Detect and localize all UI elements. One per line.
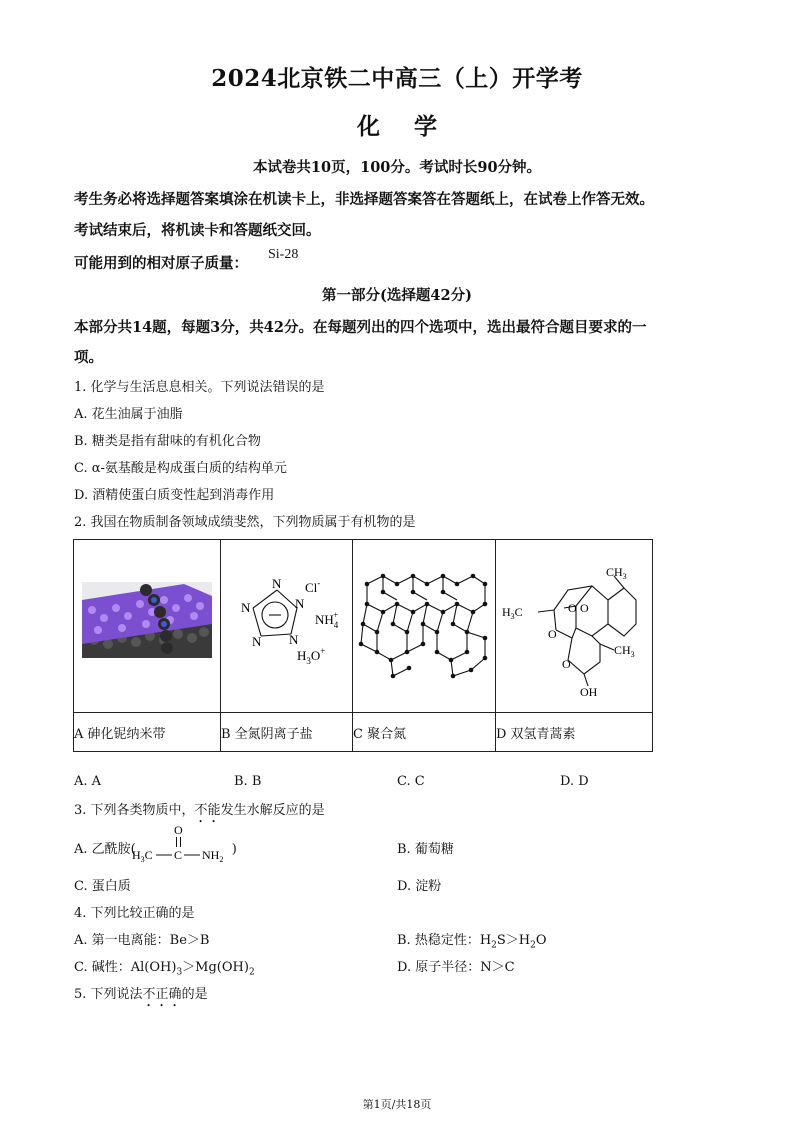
- pentazolate-salt-structure: [221, 540, 352, 708]
- atomic-mass-value: Si-28: [268, 247, 299, 262]
- q2-stem: 2. 我国在物质制备领域成绩斐然，下列物质属于有机物的是: [74, 515, 416, 530]
- q3-stem: 3. 下列各类物质中，不能发生水解反应的是: [74, 803, 325, 818]
- hydronium-label: $H_3O^+$: [297, 646, 326, 666]
- q2-image-b: [221, 540, 353, 713]
- q4-option-c: C. 碱性：$Al(OH)_3>Mg(OH)_2$: [74, 960, 255, 978]
- q2-option-a: A. A: [74, 774, 102, 789]
- part1-title: 第一部分(选择题42分): [322, 287, 472, 304]
- acetamide-carbonyl-c: C: [174, 848, 183, 862]
- q2-option-b: B. B: [234, 774, 262, 789]
- dihydroartemisinin-structure: [496, 540, 652, 708]
- subject-title: 化学: [357, 113, 471, 140]
- q3-emphasis: 不能: [194, 803, 221, 818]
- atomic-mass-label: 可能用到的相对原子质量：: [74, 255, 248, 272]
- nanoribbon-image: [74, 540, 220, 708]
- hydroxyl-label: OH: [580, 685, 598, 699]
- q2-caption-d: D 双氢青蒿素: [496, 713, 653, 752]
- polymeric-nitrogen-structure: [353, 540, 495, 708]
- q1-option-a: A. 花生油属于油脂: [74, 407, 183, 422]
- q2-caption-c: C 聚合氮: [353, 713, 496, 752]
- q1-option-c: C. α-氨基酸是构成蛋白质的结构单元: [74, 461, 287, 476]
- ammonium-label: $NH_4+$: [315, 610, 339, 630]
- notice-line-2: 考试结束后，将机读卡和答题纸交回。: [74, 222, 321, 239]
- pentazolate-n4: N: [252, 634, 262, 649]
- peroxide-o1: O: [568, 601, 577, 615]
- ring-o3: O: [548, 627, 557, 641]
- part1-desc-line-2: 项。: [74, 349, 103, 366]
- q3-option-c: C. 蛋白质: [74, 879, 131, 894]
- q4-stem: 4. 下列比较正确的是: [74, 906, 195, 921]
- pentazolate-n2: N: [295, 596, 305, 611]
- pentazolate-n3: N: [289, 632, 299, 647]
- q3-option-d: D. 淀粉: [397, 879, 442, 894]
- q3-option-b: B. 葡萄糖: [397, 842, 454, 857]
- notice-line-1: 考生务必将选择题答案填涂在机读卡上，非选择题答案答在答题纸上，在试卷上作答无效。: [74, 191, 654, 208]
- q2-option-d: D. D: [560, 774, 589, 789]
- q4-option-d: D. 原子半径：N＞C: [397, 960, 515, 975]
- h3c-label: $H_3C$: [502, 605, 523, 621]
- q2-caption-b: B 全氮阴离子盐: [221, 713, 353, 752]
- ring-o4: O: [562, 657, 571, 671]
- q2-image-c: [353, 540, 496, 713]
- q2-options-table: [73, 539, 653, 752]
- q2-option-c: C. C: [397, 774, 425, 789]
- acetamide-nh2: $NH_2$: [202, 848, 224, 864]
- q1-option-b: B. 糖类是指有甜味的有机化合物: [74, 434, 261, 449]
- exam-title: 2024北京铁二中高三（上）开学考: [211, 65, 583, 92]
- ch3-right-label: $CH_3$: [614, 643, 635, 659]
- q5-stem: 5. 下列说法不正确的是: [74, 987, 208, 1002]
- q3-option-a-label: A. 乙酰胺(: [74, 842, 136, 857]
- acetamide-structure: [130, 822, 234, 864]
- q3-option-a-close: ): [231, 842, 237, 857]
- acetamide-h3c: $H_3C$: [132, 848, 153, 864]
- peroxide-o2: O: [580, 601, 589, 615]
- q2-caption-a: A 砷化铌纳米带: [74, 713, 221, 752]
- q2-image-a: [74, 540, 221, 713]
- q1-option-d: D. 酒精使蛋白质变性起到消毒作用: [74, 488, 275, 503]
- page-footer: 第1页/共18页: [362, 1098, 432, 1111]
- ch3-top-label: $CH_3$: [606, 565, 627, 581]
- part1-desc-line-1: 本部分共14题，每题3分，共42分。在每题列出的四个选项中，选出最符合题目要求的一: [74, 319, 647, 336]
- exam-info: 本试卷共10页，100分。考试时长90分钟。: [252, 159, 542, 176]
- chloride-label: Cl-: [305, 578, 321, 595]
- q2-image-d: [496, 540, 653, 713]
- q5-emphasis: 不正确: [142, 987, 182, 1002]
- q4-option-b: B. 热稳定性：$H_2S>H_2O$: [397, 933, 547, 951]
- q1-stem: 1. 化学与生活息息相关。下列说法错误的是: [74, 380, 325, 395]
- pentazolate-n5: N: [241, 600, 251, 615]
- acetamide-o: O: [174, 823, 183, 837]
- pentazolate-n1: N: [272, 576, 282, 591]
- q4-option-a: A. 第一电离能：Be＞B: [74, 933, 210, 948]
